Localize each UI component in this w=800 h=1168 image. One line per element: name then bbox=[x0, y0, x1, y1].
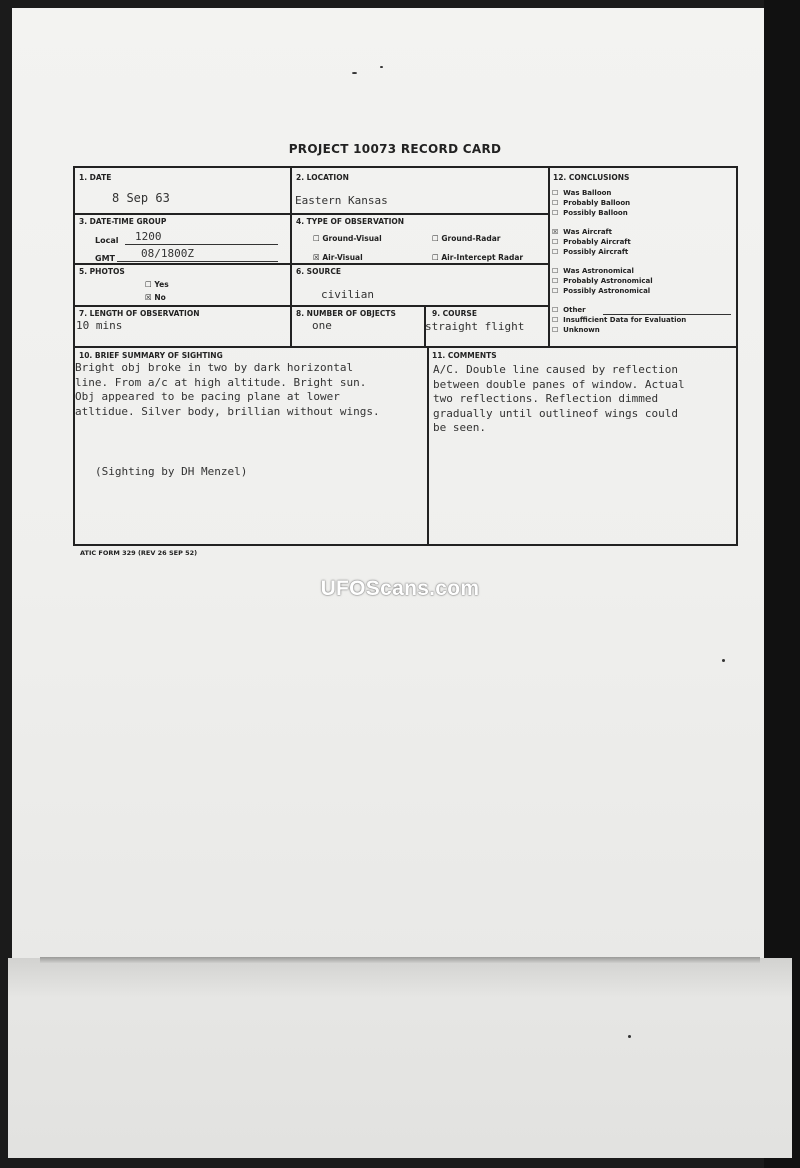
conclusion-option: ☐ Was Astronomical bbox=[552, 267, 634, 275]
summary-note: (Sighting by DH Menzel) bbox=[95, 465, 248, 478]
length-value: 10 mins bbox=[76, 319, 123, 332]
form-number: ATIC FORM 329 (REV 26 SEP 52) bbox=[80, 549, 198, 557]
course-label: 9. COURSE bbox=[432, 309, 477, 318]
checkbox-icon: ☐ bbox=[552, 238, 559, 246]
scan-speck bbox=[722, 659, 725, 662]
checkbox-icon: ☐ bbox=[552, 189, 559, 197]
summary-text: Bright obj broke in two by dark horizontal line. From a/c at high altitude. Bright sun. Obj appeared to be pacing plane at lower atltidue. Silver body, brillian without wings. bbox=[75, 361, 380, 418]
checkbox-icon: ☐ bbox=[313, 234, 320, 243]
checked-box-icon: ☒ bbox=[145, 293, 152, 302]
ground-visual-option: ☐ Ground-Visual bbox=[313, 234, 382, 243]
course-value: straight flight bbox=[425, 320, 525, 333]
observation-type-label: 4. TYPE OF OBSERVATION bbox=[296, 217, 405, 226]
location-value: Eastern Kansas bbox=[295, 194, 388, 207]
conclusion-option: ☐ Unknown bbox=[552, 326, 600, 334]
record-card-form bbox=[73, 166, 738, 546]
gmt-label: GMT bbox=[95, 254, 115, 263]
scan-speck bbox=[628, 1035, 631, 1038]
summary-label: 10. BRIEF SUMMARY OF SIGHTING bbox=[79, 351, 223, 360]
dtg-label: 3. DATE-TIME GROUP bbox=[79, 217, 167, 226]
scan-speck bbox=[380, 66, 383, 68]
length-label: 7. LENGTH OF OBSERVATION bbox=[79, 309, 200, 318]
conclusion-option: ☐ Possibly Astronomical bbox=[552, 287, 651, 295]
checkbox-icon: ☐ bbox=[552, 316, 559, 324]
conclusion-option: ☐ Probably Astronomical bbox=[552, 277, 653, 285]
scanned-page-lower bbox=[8, 958, 792, 1158]
checkbox-icon: ☐ bbox=[552, 277, 559, 285]
objects-value: one bbox=[312, 319, 332, 332]
conclusion-option: ☐ Insufficient Data for Evaluation bbox=[552, 316, 687, 324]
checkbox-icon: ☐ bbox=[552, 326, 559, 334]
source-value: civilian bbox=[321, 288, 374, 301]
photos-yes-option: ☐ Yes bbox=[145, 280, 169, 289]
checkbox-icon: ☐ bbox=[552, 306, 559, 314]
checked-box-icon: ☒ bbox=[313, 253, 320, 262]
checkbox-icon: ☐ bbox=[552, 199, 559, 207]
conclusion-option: ☐ Probably Balloon bbox=[552, 199, 631, 207]
checkbox-icon: ☐ bbox=[552, 287, 559, 295]
conclusion-option: ☐ Probably Aircraft bbox=[552, 238, 631, 246]
local-label: Local bbox=[95, 236, 119, 245]
conclusion-option: ☐ Possibly Balloon bbox=[552, 209, 628, 217]
checkbox-icon: ☐ bbox=[552, 248, 559, 256]
air-intercept-radar-option: ☐ Air-Intercept Radar bbox=[432, 253, 524, 262]
conclusion-option-checked: ☒ Was Aircraft bbox=[552, 228, 612, 236]
checkbox-icon: ☐ bbox=[552, 267, 559, 275]
date-label: 1. DATE bbox=[79, 173, 112, 182]
checkbox-icon: ☐ bbox=[432, 253, 439, 262]
conclusion-option: ☐ Other bbox=[552, 306, 586, 314]
scan-speck bbox=[352, 72, 357, 74]
photos-label: 5. PHOTOS bbox=[79, 267, 125, 276]
location-label: 2. LOCATION bbox=[296, 173, 349, 182]
page-fold bbox=[40, 957, 760, 963]
conclusion-option: ☐ Possibly Aircraft bbox=[552, 248, 629, 256]
checkbox-icon: ☐ bbox=[145, 280, 152, 289]
conclusion-option: ☐ Was Balloon bbox=[552, 189, 612, 197]
air-visual-option: ☒ Air-Visual bbox=[313, 253, 363, 262]
source-label: 6. SOURCE bbox=[296, 267, 341, 276]
checkbox-icon: ☐ bbox=[432, 234, 439, 243]
checkbox-icon: ☐ bbox=[552, 209, 559, 217]
local-time-value: 1200 bbox=[135, 230, 162, 243]
comments-label: 11. COMMENTS bbox=[432, 351, 497, 360]
watermark: UFOScans.com bbox=[320, 577, 480, 600]
gmt-time-value: 08/1800Z bbox=[141, 247, 194, 260]
ground-radar-option: ☐ Ground-Radar bbox=[432, 234, 501, 243]
date-value: 8 Sep 63 bbox=[112, 191, 170, 205]
photos-no-option: ☒ No bbox=[145, 293, 166, 302]
checked-box-icon: ☒ bbox=[552, 228, 559, 236]
card-title: PROJECT 10073 RECORD CARD bbox=[288, 142, 502, 156]
objects-label: 8. NUMBER OF OBJECTS bbox=[296, 309, 396, 318]
conclusions-label: 12. CONCLUSIONS bbox=[553, 173, 630, 182]
comments-text: A/C. Double line caused by reflection between double panes of window. Actual two reflections. Reflection dimmed gradually until outlineof wings could be seen. bbox=[433, 363, 685, 434]
